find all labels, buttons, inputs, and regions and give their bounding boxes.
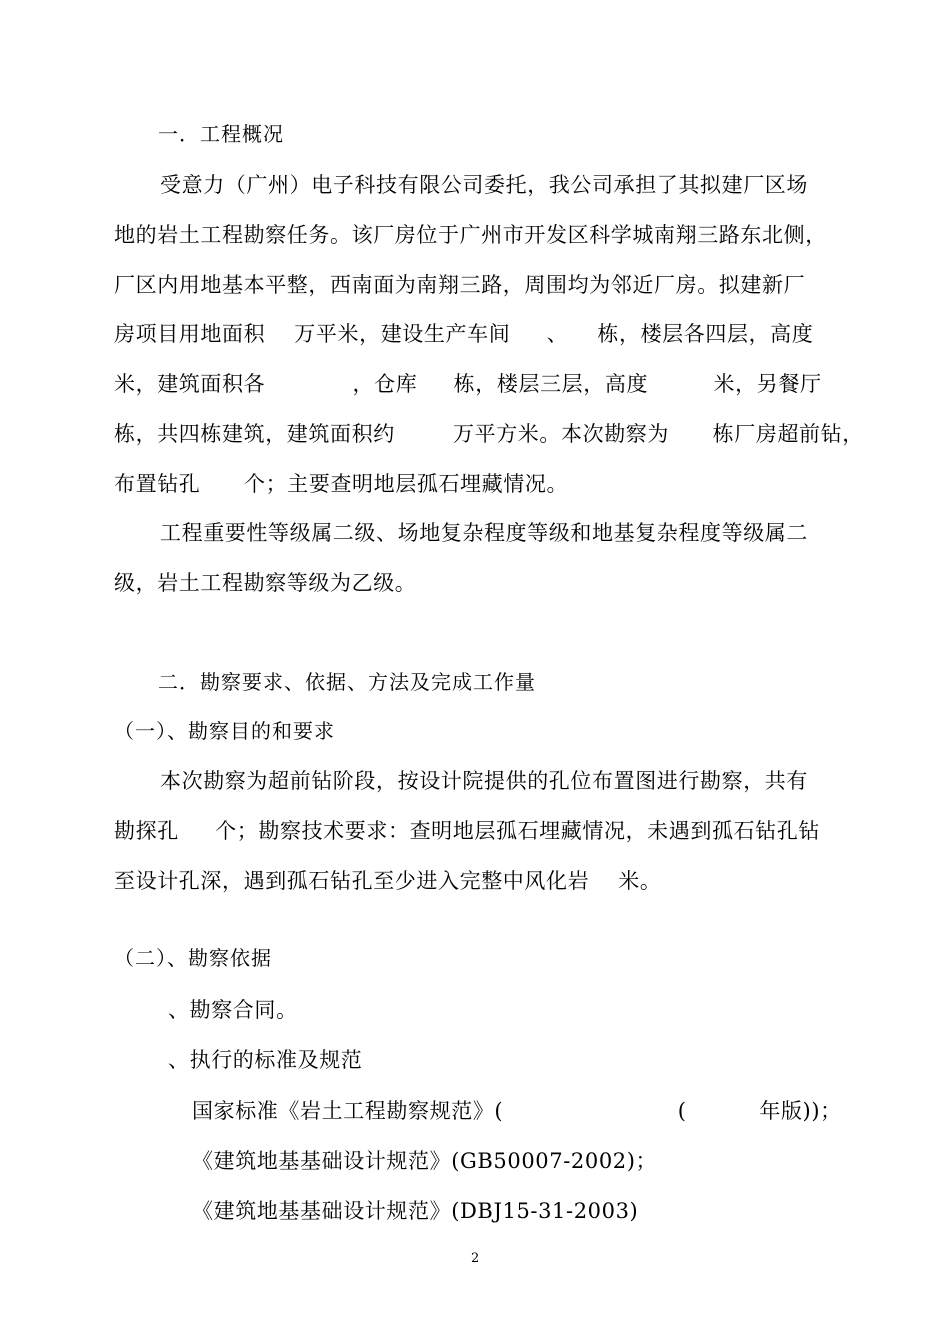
- list-item: 、执行的标准及规范: [168, 1048, 363, 1072]
- paragraph-line: 布置钻孔 个；主要查明地层孤石埋藏情况。: [114, 472, 569, 496]
- standard-item: 《建筑地基基础设计规范》(GB50007-2002)；: [192, 1149, 658, 1173]
- subsection-2-heading: （二）、勘察依据: [114, 946, 272, 970]
- paragraph-line: 级，岩土工程勘察等级为乙级。: [114, 571, 417, 595]
- standard-item: 《建筑地基基础设计规范》(DBJ15-31-2003): [192, 1199, 639, 1223]
- paragraph-line: 房项目用地面积 万平米，建设生产车间 、 栋，楼层各四层，高度: [114, 322, 814, 346]
- paragraph-line: 勘探孔 个；勘察技术要求：查明地层孤石埋藏情况，未遇到孤石钻孔钻: [114, 819, 820, 843]
- page-number: 2: [471, 1251, 480, 1266]
- list-item: 、勘察合同。: [168, 998, 298, 1022]
- paragraph-line: 栋，共四栋建筑，建筑面积约 万平方米。本次勘察为 栋厂房超前钻，: [114, 422, 864, 446]
- section-1-heading: 一．工程概况: [158, 122, 284, 146]
- subsection-1-heading: （一）、勘察目的和要求: [114, 719, 335, 743]
- paragraph-line: 受意力（广州）电子科技有限公司委托，我公司承担了其拟建厂区场: [160, 173, 808, 197]
- paragraph-line: 本次勘察为超前钻阶段，按设计院提供的孔位布置图进行勘察，共有: [160, 769, 808, 793]
- paragraph-line: 米，建筑面积各 ，仓库 栋，楼层三层，高度 米，另餐厅: [114, 372, 822, 396]
- paragraph-line: 工程重要性等级属二级、场地复杂程度等级和地基复杂程度等级属二: [160, 521, 808, 545]
- paragraph-line: 至设计孔深，遇到孤石钻孔至少进入完整中风化岩 米。: [114, 869, 662, 893]
- standard-item: 国家标准《岩土工程勘察规范》( ( 年版))；: [192, 1099, 842, 1123]
- paragraph-line: 地的岩土工程勘察任务。该厂房位于广州市开发区科学城南翔三路东北侧，: [114, 223, 827, 247]
- section-2-heading: 二．勘察要求、依据、方法及完成工作量: [158, 670, 536, 694]
- paragraph-line: 厂区内用地基本平整，西南面为南翔三路，周围均为邻近厂房。拟建新厂: [114, 273, 806, 297]
